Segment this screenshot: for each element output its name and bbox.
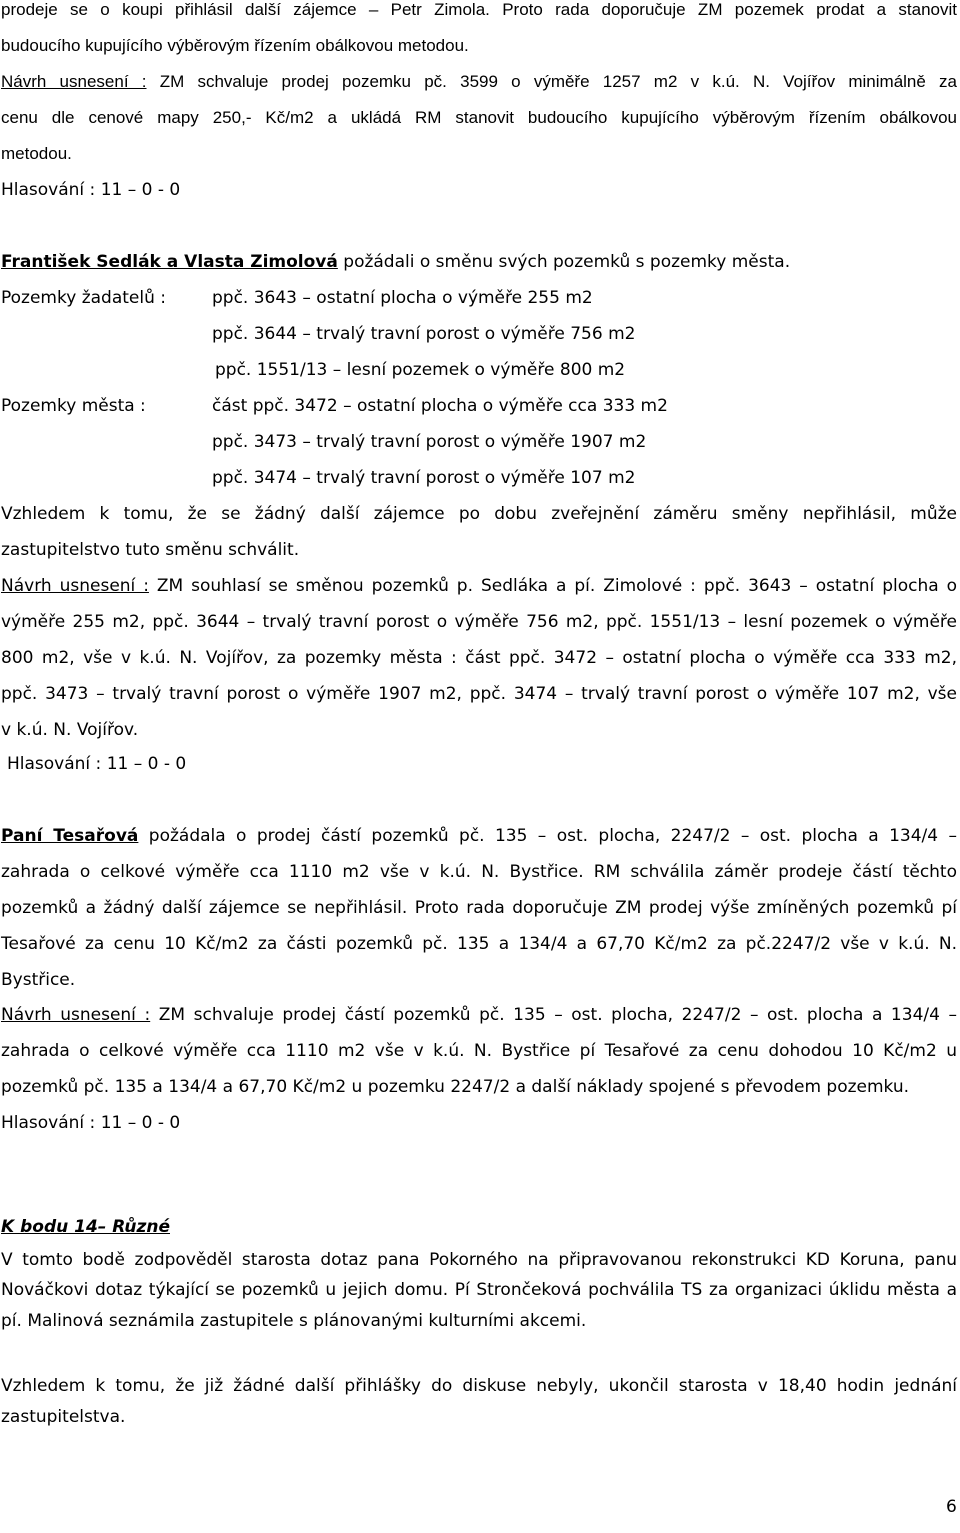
resolution-line: výměře 255 m2, ppč. 3644 – trvalý travní porost o výměře 756 m2, ppč. 1551/13 – lesní pozemek o výměře [1,612,957,632]
parcel-item: ppč. 3643 – ostatní plocha o výměře 255 m2 [212,288,593,308]
parcel-item: část ppč. 3472 – ostatní plocha o výměře cca 333 m2 [212,396,668,416]
paragraph-line: Nováčkovi dotaz týkající se pozemků u jejich domu. Pí Strončeková pochválila TS za organizaci úklidu města a [1,1280,957,1300]
resolution-label: Návrh usnesení : [1,576,149,596]
page-number: 6 [946,1497,957,1517]
resolution-text: ZM souhlasí se směnou pozemků p. Sedláka a pí. Zimolové : ppč. 3643 – ostatní plocha o [148,576,957,596]
resolution-line [1,576,957,596]
vote-result: Hlasování : 11 – 0 - 0 [1,180,181,200]
paragraph-line: metodou. [1,144,72,163]
vote-result: Hlasování : 11 – 0 - 0 [7,754,187,774]
applicant-name: Paní Tesařová [1,826,139,846]
intro-text: požádala o prodej částí pozemků pč. 135 – ost. plocha, 2247/2 – ost. plocha a 134/4 – [138,826,957,846]
resolution-line: ppč. 3473 – trvalý travní porost o výměře 1907 m2, ppč. 3474 – trvalý travní porost o výměře 107 m2, vše [1,684,957,704]
applicant-parcels-label: Pozemky žadatelů : [1,288,166,308]
applicant-names: František Sedlák a Vlasta Zimolová [1,252,338,272]
resolution-label: Návrh usnesení : [1,1005,151,1025]
parcel-row [1,396,668,416]
paragraph-line: cenu dle cenové mapy 250,- Kč/m2 a ukládá RM stanovit budoucího kupujícího výběrovým řízením obálkovou [1,108,957,127]
paragraph-line: V tomto bodě zodpověděl starosta dotaz pana Pokorného na připravovanou rekonstrukci KD Koruna, panu [1,1250,957,1270]
paragraph-line: Vzhledem k tomu, že se žádný další zájemce po dobu zveřejnění záměru směny nepřihlásil, může [1,504,957,524]
parcel-item: ppč. 1551/13 – lesní pozemek o výměře 800 m2 [215,360,626,380]
paragraph-line: budoucího kupujícího výběrovým řízením obálkovou metodou. [1,36,469,55]
intro-text: požádali o směnu svých pozemků s pozemky města. [337,252,791,272]
paragraph-line: zastupitelstva. [1,1407,126,1427]
paragraph-line: zastupitelstvo tuto směnu schválit. [1,540,300,560]
resolution-line [1,1005,957,1025]
section-intro [1,826,957,846]
resolution-text: ZM schvaluje prodej částí pozemků pč. 135 – ost. plocha, 2247/2 – ost. plocha a 134/4 – [150,1005,957,1025]
parcel-row [1,288,593,308]
vote-result: Hlasování : 11 – 0 - 0 [1,1113,181,1133]
paragraph-line: Bystřice. [1,970,76,990]
paragraph-line: Tesařové za cenu 10 Kč/m2 za části pozemků pč. 135 a 134/4 a 67,70 Kč/m2 za pč.2247/2 vše v k.ú. N. [1,934,957,954]
section-intro [1,252,790,272]
paragraph-line: Vzhledem k tomu, že již žádné další přihlášky do diskuse nebyly, ukončil starosta v 18,40 hodin jednání [1,1376,957,1396]
resolution-line: pozemků pč. 135 a 134/4 a 67,70 Kč/m2 u pozemku 2247/2 a další náklady spojené s převodem pozemku. [1,1077,910,1097]
resolution-line: zahrada o celkové výměře cca 1110 m2 vše v k.ú. N. Bystřice pí Tesařové za cenu dohodou 10 Kč/m2 u [1,1041,957,1061]
resolution-line [1,72,957,92]
resolution-line: 800 m2, vše v k.ú. N. Vojířov, za pozemky města : část ppč. 3472 – ostatní plocha o výměře cca 333 m2, [1,648,957,668]
paragraph-line: pozemků a žádný další zájemce se nepřihlásil. Proto rada doporučuje ZM prodej výše zmíněných pozemků pí [1,898,957,918]
resolution-text: ZM schvaluje prodej pozemku pč. 3599 o výměře 1257 m2 v k.ú. N. Vojířov minimálně za [146,72,957,91]
paragraph-line: pí. Malinová seznámila zastupitele s plánovanými kulturními akcemi. [1,1311,587,1331]
city-parcels-label: Pozemky města : [1,396,146,416]
parcel-item: ppč. 3473 – trvalý travní porost o výměře 1907 m2 [212,432,647,452]
resolution-label: Návrh usnesení : [1,72,147,91]
paragraph-line: zahrada o celkové výměře cca 1110 m2 vše v k.ú. N. Bystřice. RM schválila záměr prodeje částí těchto [1,862,957,882]
parcel-item: ppč. 3644 – trvalý travní porost o výměře 756 m2 [212,324,636,344]
resolution-line: v k.ú. N. Vojířov. [1,720,139,740]
paragraph-line: prodeje se o koupi přihlásil další zájemce – Petr Zimola. Proto rada doporučuje ZM pozemek prodat a stanovit [1,0,957,19]
section-heading: K bodu 14– Různé [1,1217,170,1237]
parcel-item: ppč. 3474 – trvalý travní porost o výměře 107 m2 [212,468,636,488]
